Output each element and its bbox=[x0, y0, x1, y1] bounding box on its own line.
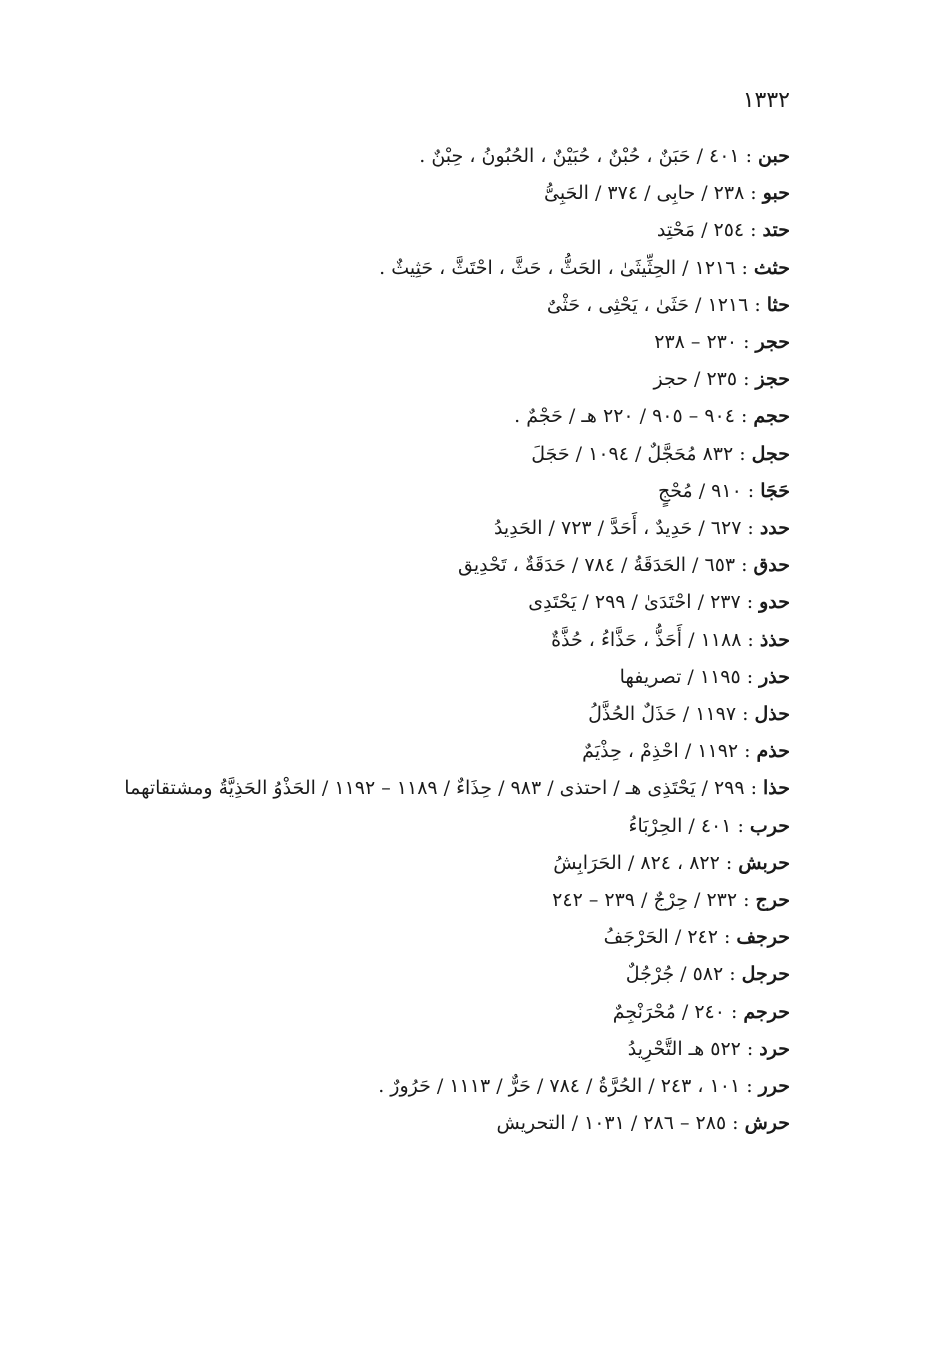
entry-root: حرد bbox=[759, 1037, 790, 1060]
index-entry bbox=[110, 659, 790, 696]
entry-root: حرر bbox=[758, 1075, 790, 1098]
index-entry bbox=[110, 1068, 790, 1105]
entry-references: ١٠١ ، ٢٤٣ / الحُرَّةُ / ٧٨٤ / حَرٌّ / ١١١٣ / حَرُورٌ . bbox=[378, 1075, 741, 1098]
entry-root: حجر bbox=[755, 331, 790, 354]
entry-root: حرجف bbox=[736, 926, 790, 949]
entry-separator: : bbox=[740, 405, 748, 428]
entry-separator: : bbox=[744, 740, 751, 763]
index-entry bbox=[110, 956, 790, 993]
entry-references: ٤٠١ / حَبَنٌ ، حُبْنٌ ، حُبَيْنٌ ، الحُبُونُ ، حِبْنٌ . bbox=[419, 145, 740, 167]
index-entry bbox=[110, 994, 790, 1031]
entry-references: ٢٣٨ / حابِى / ٣٧٤ / الحَبِىُّ bbox=[544, 182, 745, 205]
index-entry bbox=[110, 398, 790, 435]
entry-root: حربش bbox=[738, 851, 790, 874]
entry-root: حرب bbox=[749, 814, 790, 837]
entry-references: ١٢١٦ / الحِثِّيثَىٰ ، الحَثُّ ، حَثَّ ، احْتَثَّ ، حَثِيثٌ . bbox=[379, 256, 736, 279]
index-entry bbox=[110, 1031, 790, 1068]
index-entry bbox=[110, 882, 790, 919]
entry-references: ٥٢٢ هـ التَّحْرِيدُ bbox=[627, 1037, 741, 1060]
entry-references: ٥٨٢ / جُرْجُلٌ bbox=[625, 963, 724, 986]
index-entry bbox=[110, 547, 790, 584]
entry-references: ٢٤٢ / الحَرْجَفُ bbox=[603, 926, 718, 949]
entry-root: حرج bbox=[755, 889, 790, 912]
entry-references: ٩١٠ / مُحْجٍ bbox=[657, 479, 742, 502]
entry-separator: : bbox=[746, 1037, 754, 1060]
entry-separator: : bbox=[746, 591, 754, 614]
entry-root: حتد bbox=[762, 219, 790, 242]
entry-references: ١١٩٧ / حَذَلٌ الحُذَّلُ bbox=[588, 703, 737, 726]
index-entry bbox=[110, 324, 790, 361]
entry-separator: : bbox=[750, 182, 757, 205]
entry-references: ١٢١٦ / حَثَىٰ ، يَحْثِى ، حَثْىٌ bbox=[546, 293, 749, 316]
entry-separator: : bbox=[725, 851, 733, 874]
entry-references: ٢٣٠ – ٢٣٨ bbox=[654, 331, 738, 354]
index-entry bbox=[110, 138, 790, 175]
index-entry bbox=[110, 733, 790, 770]
index-entry bbox=[110, 436, 790, 473]
entry-references: ١١٩٥ / تصريفها bbox=[619, 665, 741, 688]
entry-separator: : bbox=[739, 442, 746, 465]
entry-references: ٩٠٤ – ٩٠٥ / ٢٢٠ هـ / حَجْمٌ . bbox=[514, 405, 735, 428]
entry-separator: : bbox=[746, 1075, 753, 1098]
entry-references: ٢٤٠ / مُحْرَنْجِمٌ bbox=[612, 1000, 725, 1023]
entry-root: حبن bbox=[758, 145, 790, 167]
index-entry bbox=[110, 287, 790, 324]
index-entry bbox=[110, 622, 790, 659]
index-entry bbox=[110, 510, 790, 547]
entry-references: ٨٢٢ ، ٨٢٤ / الحَرَابِشُ bbox=[553, 851, 720, 874]
index-entry bbox=[110, 361, 790, 398]
entry-root: حرش bbox=[744, 1112, 790, 1135]
entry-root: حرجم bbox=[743, 1000, 790, 1023]
entry-references: ٤٠١ / الحِرْبَاءُ bbox=[628, 814, 732, 837]
entry-separator: : bbox=[742, 703, 749, 726]
entry-separator: : bbox=[747, 479, 755, 502]
entry-separator: : bbox=[754, 293, 761, 316]
index-entry bbox=[110, 250, 790, 287]
entry-root: حدد bbox=[759, 517, 790, 540]
index-entry bbox=[110, 696, 790, 733]
entry-root: حذم bbox=[756, 740, 790, 763]
entry-root: حثث bbox=[753, 256, 790, 279]
entry-root: حجل bbox=[751, 442, 790, 465]
entry-root: حذل bbox=[754, 703, 790, 726]
entry-root: حجم bbox=[753, 405, 790, 428]
entry-references: ١١٨٨ / أَحَذُّ ، حَذَّاءُ ، حُذَّةٌ bbox=[551, 628, 742, 651]
entry-references: ١١٩٢ / احْذِمْ ، حِذْيَمٌ bbox=[582, 740, 739, 763]
entry-references: ٢٨٥ – ٢٨٦ / ١٠٣١ / التحريش bbox=[496, 1112, 727, 1135]
index-entry bbox=[110, 212, 790, 249]
index-entry bbox=[110, 175, 790, 212]
entry-references: ٢٣٢ / حِرْجٌ / ٢٣٩ – ٢٤٢ bbox=[552, 889, 738, 912]
index-entry bbox=[110, 808, 790, 845]
entry-separator: : bbox=[750, 777, 757, 800]
entry-separator: : bbox=[741, 554, 748, 577]
entry-references: ٦٥٣ / الحَدَقَةُ / ٧٨٤ / حَدَقَةٌ ، تَحْدِيق bbox=[457, 554, 736, 577]
entry-separator: : bbox=[743, 368, 750, 391]
index-entry bbox=[110, 584, 790, 621]
entry-separator: : bbox=[732, 1112, 739, 1135]
index-entry bbox=[110, 770, 790, 807]
entry-references: ٢٩٩ / يَحْتَذِى هـ / احتذى / ٩٨٣ / حِذَاءٌ / ١١٨٩ – ١١٩٢ / الحَذْوُ الحَذِيَّةُ ومشتقاتهما bbox=[124, 777, 745, 800]
entry-separator: : bbox=[741, 256, 748, 279]
entry-separator: : bbox=[747, 628, 754, 651]
index-entry bbox=[110, 473, 790, 510]
entry-references: ٨٣٢ مُحَجَّلٌ / ١٠٩٤ / حَجَلَ bbox=[531, 442, 734, 465]
index-list bbox=[110, 138, 790, 1142]
entry-separator: : bbox=[730, 1000, 738, 1023]
entry-references: ٢٥٤ / مَحْتِد bbox=[656, 219, 745, 242]
entry-root: حذر bbox=[759, 665, 790, 688]
entry-separator: : bbox=[746, 665, 754, 688]
entry-separator: : bbox=[737, 814, 744, 837]
entry-root: حَجَا bbox=[760, 479, 790, 502]
entry-separator: : bbox=[745, 145, 753, 167]
entry-root: حبو bbox=[762, 182, 790, 205]
index-entry bbox=[110, 845, 790, 882]
entry-separator: : bbox=[750, 219, 757, 242]
entry-root: حدو bbox=[759, 591, 790, 614]
entry-root: حذذ bbox=[759, 628, 790, 651]
page-number: ١٣٣٢ bbox=[742, 88, 790, 113]
index-entry bbox=[110, 1105, 790, 1142]
entry-references: ٦٢٧ / حَدِيدٌ ، أَحَدَّ / ٧٢٣ / الحَدِيدُ bbox=[493, 517, 742, 540]
entry-separator: : bbox=[729, 963, 736, 986]
entry-references: ٢٣٧ / احْتَدَىٰ / ٢٩٩ / يَحْتَدِى bbox=[528, 591, 741, 614]
entry-root: حرجل bbox=[741, 963, 790, 986]
entry-root: حثا bbox=[766, 293, 790, 316]
entry-separator: : bbox=[723, 926, 731, 949]
entry-separator: : bbox=[743, 889, 750, 912]
entry-root: حجز bbox=[755, 368, 790, 391]
entry-root: حذا bbox=[763, 777, 790, 800]
entry-root: حدق bbox=[753, 554, 790, 577]
index-entry bbox=[110, 919, 790, 956]
entry-separator: : bbox=[747, 517, 754, 540]
entry-separator: : bbox=[743, 331, 750, 354]
entry-references: ٢٣٥ / حجز bbox=[653, 368, 738, 391]
